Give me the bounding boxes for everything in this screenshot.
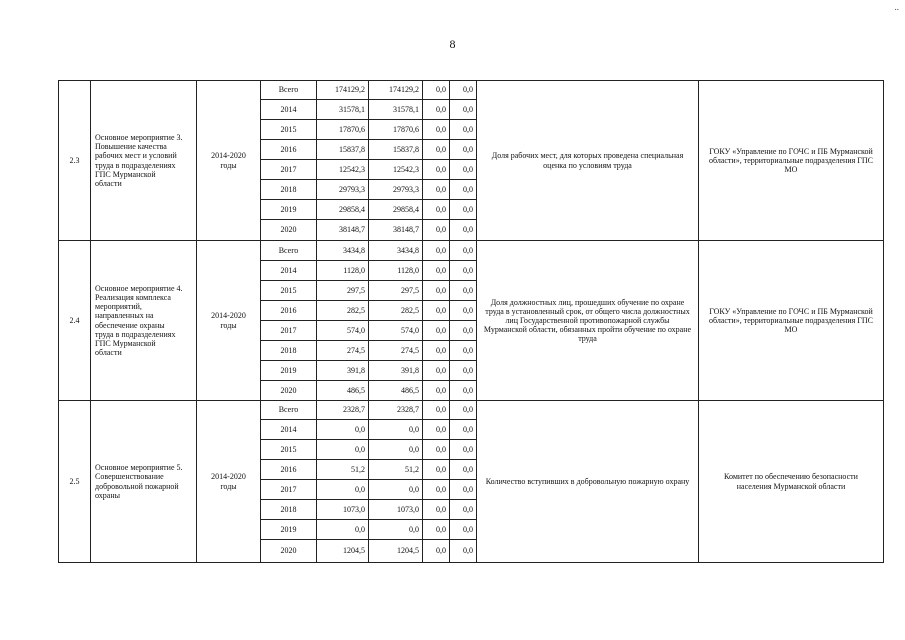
federal-budget-value: 0,0 (423, 281, 450, 301)
regional-budget-value: 0,0 (369, 440, 423, 460)
federal-budget-value: 0,0 (423, 381, 450, 401)
year-cell: 2018 (261, 341, 317, 361)
regional-budget-value: 51,2 (369, 460, 423, 480)
total-value: 15837,8 (317, 140, 369, 160)
section-period (197, 241, 261, 401)
regional-budget-value: 574,0 (369, 321, 423, 341)
total-value: 38148,7 (317, 220, 369, 241)
regional-budget-value: 1128,0 (369, 261, 423, 281)
table-row (59, 81, 884, 100)
other-source-value: 0,0 (450, 200, 477, 220)
year-cell: 2020 (261, 381, 317, 401)
federal-budget-value: 0,0 (423, 301, 450, 321)
regional-budget-value: 1204,5 (369, 540, 423, 563)
other-source-value: 0,0 (450, 520, 477, 540)
total-value: 0,0 (317, 440, 369, 460)
section-name-text: Основное мероприятие 5. Совершенствование добровольной пожарной охраны (95, 463, 183, 500)
federal-budget-value: 0,0 (423, 341, 450, 361)
regional-budget-value: 15837,8 (369, 140, 423, 160)
year-cell: 2014 (261, 100, 317, 120)
federal-budget-value: 0,0 (423, 100, 450, 120)
total-value: 391,8 (317, 361, 369, 381)
federal-budget-value: 0,0 (423, 261, 450, 281)
federal-budget-value: 0,0 (423, 540, 450, 563)
section-period (197, 81, 261, 241)
year-cell: 2017 (261, 321, 317, 341)
table-row (59, 401, 884, 420)
year-cell: Всего (261, 401, 317, 420)
total-value: 17870,6 (317, 120, 369, 140)
federal-budget-value: 0,0 (423, 401, 450, 420)
total-value: 297,5 (317, 281, 369, 301)
federal-budget-value: 0,0 (423, 220, 450, 241)
year-cell: Всего (261, 241, 317, 261)
total-value: 29793,3 (317, 180, 369, 200)
regional-budget-value: 0,0 (369, 420, 423, 440)
section-number: 2.3 (59, 81, 91, 241)
regional-budget-value: 0,0 (369, 480, 423, 500)
other-source-value: 0,0 (450, 220, 477, 241)
regional-budget-value: 2328,7 (369, 401, 423, 420)
table-row (59, 241, 884, 261)
total-value: 1204,5 (317, 540, 369, 563)
federal-budget-value: 0,0 (423, 520, 450, 540)
regional-budget-value: 297,5 (369, 281, 423, 301)
total-value: 574,0 (317, 321, 369, 341)
federal-budget-value: 0,0 (423, 361, 450, 381)
federal-budget-value: 0,0 (423, 120, 450, 140)
year-cell: 2020 (261, 540, 317, 563)
page-number: 8 (449, 37, 456, 51)
other-source-value: 0,0 (450, 180, 477, 200)
regional-budget-value: 274,5 (369, 341, 423, 361)
federal-budget-value: 0,0 (423, 420, 450, 440)
total-value: 486,5 (317, 381, 369, 401)
total-value: 274,5 (317, 341, 369, 361)
other-source-value: 0,0 (450, 401, 477, 420)
other-source-value: 0,0 (450, 420, 477, 440)
other-source-value: 0,0 (450, 361, 477, 381)
other-source-value: 0,0 (450, 301, 477, 321)
executor-cell: Комитет по обеспечению безопасности населения Мурманской области (699, 401, 884, 563)
federal-budget-value: 0,0 (423, 81, 450, 100)
section-period-text: 2014-2020 годы (211, 472, 246, 491)
year-cell: 2017 (261, 160, 317, 180)
federal-budget-value: 0,0 (423, 241, 450, 261)
regional-budget-value: 38148,7 (369, 220, 423, 241)
year-cell: 2015 (261, 120, 317, 140)
other-source-value: 0,0 (450, 140, 477, 160)
total-value: 0,0 (317, 420, 369, 440)
other-source-value: 0,0 (450, 480, 477, 500)
federal-budget-value: 0,0 (423, 440, 450, 460)
regional-budget-value: 174129,2 (369, 81, 423, 100)
regional-budget-value: 486,5 (369, 381, 423, 401)
year-cell: 2015 (261, 440, 317, 460)
year-cell: 2019 (261, 200, 317, 220)
regional-budget-value: 12542,3 (369, 160, 423, 180)
regional-budget-value: 29793,3 (369, 180, 423, 200)
year-cell: Всего (261, 81, 317, 100)
indicator-cell: Количество вступивших в добровольную пожарную охрану (477, 401, 699, 563)
regional-budget-value: 3434,8 (369, 241, 423, 261)
year-cell: 2020 (261, 220, 317, 241)
year-cell: 2019 (261, 361, 317, 381)
other-source-value: 0,0 (450, 381, 477, 401)
other-source-value: 0,0 (450, 81, 477, 100)
other-source-value: 0,0 (450, 160, 477, 180)
year-cell: 2016 (261, 301, 317, 321)
corner-mark: .. (894, 2, 899, 12)
total-value: 1128,0 (317, 261, 369, 281)
federal-budget-value: 0,0 (423, 180, 450, 200)
total-value: 2328,7 (317, 401, 369, 420)
total-value: 0,0 (317, 520, 369, 540)
other-source-value: 0,0 (450, 500, 477, 520)
regional-budget-value: 1073,0 (369, 500, 423, 520)
total-value: 29858,4 (317, 200, 369, 220)
total-value: 51,2 (317, 460, 369, 480)
regional-budget-value: 391,8 (369, 361, 423, 381)
section-name (91, 401, 197, 563)
total-value: 282,5 (317, 301, 369, 321)
program-table (58, 80, 884, 563)
other-source-value: 0,0 (450, 440, 477, 460)
year-cell: 2014 (261, 261, 317, 281)
year-cell: 2016 (261, 460, 317, 480)
indicator-cell: Доля должностных лиц, прошедших обучение по охране труда в установленный срок, от общего числа должностных лиц Государственной противопожарной службы Мурманской области, обязанных пройти обучение по охране труда (477, 241, 699, 401)
regional-budget-value: 0,0 (369, 520, 423, 540)
total-value: 1073,0 (317, 500, 369, 520)
federal-budget-value: 0,0 (423, 200, 450, 220)
other-source-value: 0,0 (450, 100, 477, 120)
federal-budget-value: 0,0 (423, 480, 450, 500)
executor-cell: ГОКУ «Управление по ГОЧС и ПБ Мурманской области», территориальные подразделения ГПС МО (699, 241, 884, 401)
year-cell: 2019 (261, 520, 317, 540)
other-source-value: 0,0 (450, 281, 477, 301)
year-cell: 2018 (261, 180, 317, 200)
executor-cell: ГОКУ «Управление по ГОЧС и ПБ Мурманской области», территориальные подразделения ГПС МО (699, 81, 884, 241)
total-value: 3434,8 (317, 241, 369, 261)
year-cell: 2018 (261, 500, 317, 520)
total-value: 12542,3 (317, 160, 369, 180)
total-value: 31578,1 (317, 100, 369, 120)
year-cell: 2015 (261, 281, 317, 301)
section-name (91, 241, 197, 401)
federal-budget-value: 0,0 (423, 160, 450, 180)
other-source-value: 0,0 (450, 261, 477, 281)
federal-budget-value: 0,0 (423, 321, 450, 341)
section-period-text: 2014-2020 годы (211, 311, 246, 330)
section-name (91, 81, 197, 241)
year-cell: 2016 (261, 140, 317, 160)
other-source-value: 0,0 (450, 540, 477, 563)
year-cell: 2017 (261, 480, 317, 500)
section-name-text: Основное мероприятие 3. Повышение качества рабочих мест и условий труда в подразделениях ГПС Мурманской области (95, 132, 183, 188)
regional-budget-value: 31578,1 (369, 100, 423, 120)
regional-budget-value: 29858,4 (369, 200, 423, 220)
other-source-value: 0,0 (450, 241, 477, 261)
other-source-value: 0,0 (450, 460, 477, 480)
other-source-value: 0,0 (450, 341, 477, 361)
section-number: 2.5 (59, 401, 91, 563)
section-period (197, 401, 261, 563)
other-source-value: 0,0 (450, 321, 477, 341)
federal-budget-value: 0,0 (423, 140, 450, 160)
section-period-text: 2014-2020 годы (211, 151, 246, 170)
section-number: 2.4 (59, 241, 91, 401)
total-value: 174129,2 (317, 81, 369, 100)
federal-budget-value: 0,0 (423, 500, 450, 520)
indicator-cell: Доля рабочих мест, для которых проведена специальная оценка по условиям труда (477, 81, 699, 241)
total-value: 0,0 (317, 480, 369, 500)
federal-budget-value: 0,0 (423, 460, 450, 480)
section-name-text: Основное мероприятие 4. Реализация комплекса мероприятий, направленных на обеспечение охраны труда в подразделениях ГПС Мурманской области (95, 283, 183, 358)
other-source-value: 0,0 (450, 120, 477, 140)
year-cell: 2014 (261, 420, 317, 440)
regional-budget-value: 282,5 (369, 301, 423, 321)
regional-budget-value: 17870,6 (369, 120, 423, 140)
